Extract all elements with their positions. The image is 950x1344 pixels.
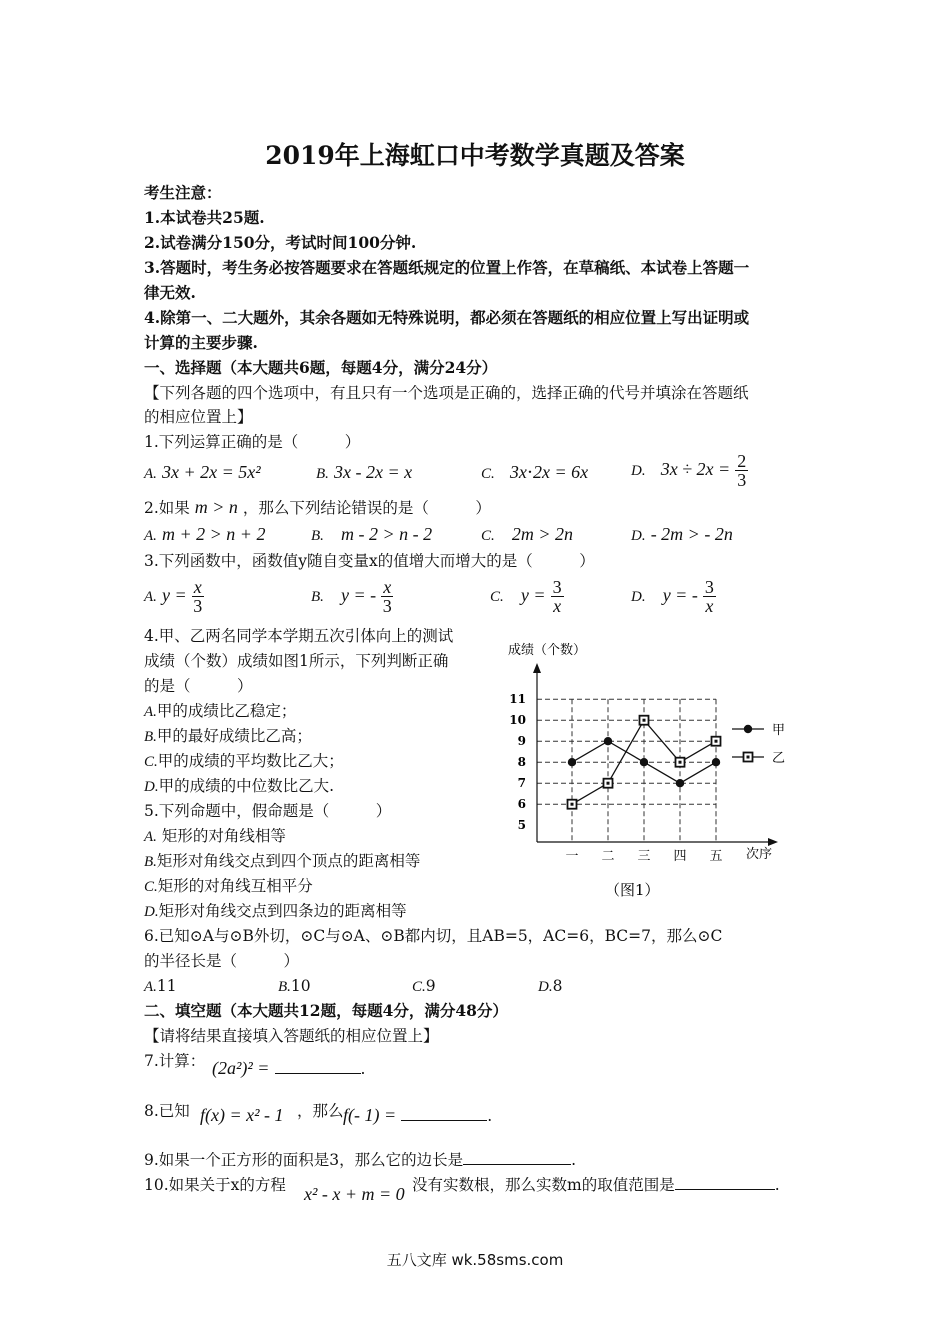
q8-period: . (487, 1107, 493, 1125)
option-label: A. (144, 466, 157, 482)
point-yi-core (643, 719, 646, 722)
q1-b-expr: 3x - 2x = x (334, 462, 413, 482)
chart-ylabel: 成绩（个数） (508, 643, 587, 658)
option-label: B. (316, 466, 329, 482)
q3-b-left: y = - (341, 585, 377, 605)
q4-d-text: 甲的成绩的中位数比乙大. (158, 777, 335, 795)
notice-item-1: 1.本试卷共25题. (144, 208, 265, 227)
option-label: D. (144, 779, 159, 795)
q6-stem-line2: 的半径长是（ ） (144, 952, 300, 970)
q1-d-denominator: 3 (737, 470, 747, 490)
q4-stem-line1: 4.甲、乙两名同学本学期五次引体向上的测试 (144, 627, 454, 645)
q8-prefix: 8.已知 (144, 1102, 190, 1120)
q9-period: . (571, 1151, 577, 1169)
q3-option-b (311, 578, 393, 615)
option-label: D. (631, 463, 646, 479)
q5-stem: 5.下列命题中，假命题是（ ） (144, 802, 392, 820)
point-yi-core (679, 761, 682, 764)
q6-d-text: 8 (552, 977, 563, 995)
q1-d-numerator: 2 (737, 451, 747, 471)
q6-a-text: 11 (156, 977, 177, 995)
q5-option-b (144, 851, 420, 872)
q2-c-expr: 2m > 2n (511, 524, 574, 544)
q6-option-d (538, 976, 562, 997)
option-label: C. (144, 879, 158, 895)
chart-xlabel: 次序 (746, 847, 773, 862)
q5-option-c (144, 876, 313, 897)
legend-label: 乙 (772, 751, 786, 766)
legend-marker-yi-core (747, 756, 750, 759)
q3-b-fraction (381, 578, 393, 615)
q3-b-numerator: x (383, 577, 392, 597)
q7-answer-line (212, 1058, 365, 1079)
q8-condition (200, 1105, 284, 1126)
option-label: B. (144, 729, 157, 745)
q1-option-c (481, 462, 588, 483)
q5-option-d (144, 901, 407, 922)
notice-item-2: 2.试卷满分150分，考试时间100分钟. (144, 233, 417, 252)
q7-blank[interactable] (275, 1059, 361, 1074)
q9-line (144, 1150, 576, 1170)
q9-blank[interactable] (463, 1150, 571, 1165)
legend-label: 甲 (772, 723, 786, 738)
x-axis-arrow (768, 838, 778, 846)
notice-item-3: 3.答题时，考生务必按答题要求在答题纸规定的位置上作答，在草稿纸、本试卷上答题一 (144, 258, 750, 277)
q1-stem: 1.下列运算正确的是（ ） (144, 433, 361, 451)
option-label: A. (144, 704, 157, 720)
q2-option-a (144, 524, 265, 545)
q4-stem-line2: 成绩（个数）成绩如图1所示，下列判断正确 (144, 652, 449, 670)
q5-option-a (144, 826, 286, 847)
q4-a-text: 甲的成绩比乙稳定； (156, 702, 297, 720)
option-label: D. (144, 904, 159, 920)
q3-c-denominator: x (553, 596, 562, 616)
notice-heading: 考生注意： (144, 183, 222, 202)
q8-expr2: f(- 1) = (343, 1105, 397, 1125)
q2-option-c (481, 524, 573, 545)
option-label: A. (144, 829, 157, 845)
point-jia (604, 737, 612, 745)
y-tick-label: 7 (517, 776, 526, 791)
option-label: D. (631, 528, 646, 544)
q2-option-b (311, 524, 432, 545)
q10-blank[interactable] (675, 1175, 775, 1190)
x-tick-label: 五 (709, 849, 723, 864)
y-tick-label: 6 (517, 797, 526, 812)
option-label: A. (144, 979, 157, 995)
x-tick-label: 一 (565, 849, 579, 864)
x-tick-labels (565, 849, 722, 864)
q5-c-text: 矩形的对角线互相平分 (157, 877, 313, 895)
q5-b-text: 矩形对角线交点到四个顶点的距离相等 (156, 852, 421, 870)
q1-option-d (631, 452, 748, 489)
notice-item-4-cont: 计算的主要步骤. (144, 333, 258, 352)
option-label: A. (144, 589, 157, 605)
q3-option-c (490, 578, 564, 615)
q1-option-b (316, 462, 412, 483)
q8-mid: ，那么 (297, 1102, 344, 1120)
q10-prefix: 10.如果关于x的方程 (144, 1176, 286, 1194)
q2-stem-post: ，那么下列结论错误的是（ ） (242, 499, 491, 517)
q6-option-b (278, 976, 311, 997)
point-jia (676, 779, 684, 787)
notice-item-3-cont: 律无效. (144, 283, 196, 302)
q6-option-a (144, 976, 177, 997)
q5-a-text: 矩形的对角线相等 (156, 827, 286, 845)
point-yi-core (607, 782, 610, 785)
q2-condition: m > n (194, 497, 238, 517)
chart-legend (732, 723, 785, 766)
q2-b-expr: m - 2 > n - 2 (341, 524, 433, 544)
q4-c-text: 甲的成绩的平均数比乙大； (157, 752, 344, 770)
option-label: D. (538, 979, 553, 995)
q4-option-a (144, 701, 296, 722)
notice-item-4: 4.除第一、二大题外，其余各题如无特殊说明，都必须在答题纸的相应位置上写出证明或 (144, 308, 750, 327)
q2-stem (144, 497, 491, 518)
point-jia (712, 758, 720, 766)
option-label: B. (311, 589, 324, 605)
q3-d-denominator: x (705, 596, 714, 616)
q5-d-text: 矩形对角线交点到四条边的距离相等 (158, 902, 407, 920)
q9-text: 9.如果一个正方形的面积是3，那么它的边长是 (144, 1151, 464, 1169)
q2-a-expr: m + 2 > n + 2 (162, 524, 266, 544)
point-yi-core (715, 740, 718, 743)
q3-option-d (631, 578, 716, 615)
y-tick-label: 8 (517, 755, 526, 770)
q10-post: 没有实数根，那么实数m的取值范围是 (412, 1176, 675, 1194)
footer-watermark: 五八文库 wk.58sms.com (386, 1251, 564, 1269)
y-axis-arrow (533, 663, 541, 673)
score-chart (490, 630, 800, 910)
y-tick-label: 10 (509, 713, 526, 728)
x-tick-label: 三 (637, 849, 651, 864)
option-label: C. (490, 589, 504, 605)
option-label: D. (631, 589, 646, 605)
x-tick-label: 二 (601, 849, 615, 864)
q8-blank[interactable] (401, 1106, 487, 1121)
q10-period: . (774, 1176, 780, 1194)
q4-option-c (144, 751, 344, 772)
q3-d-left: y = - (662, 585, 698, 605)
chart-caption: （图1） (605, 881, 660, 899)
legend-marker-jia (744, 725, 752, 733)
q1-c-expr: 3x⋅2x = 6x (509, 462, 589, 482)
q3-c-left: y = (520, 585, 546, 605)
option-label: C. (144, 754, 158, 770)
section2-instruction: 【请将结果直接填入答题纸的相应位置上】 (144, 1027, 439, 1045)
q4-stem-line3: 的是（ ） (144, 677, 253, 695)
q3-option-a (144, 578, 204, 615)
q1-option-a (144, 462, 261, 483)
q6-option-c (412, 976, 436, 997)
q4-option-d (144, 776, 334, 797)
q6-stem-line1: 6.已知⊙A与⊙B外切，⊙C与⊙A、⊙B都内切，且AB=5，AC=6，BC=7，那么⊙C (144, 927, 723, 945)
q1-a-expr: 3x + 2x = 5x² (162, 462, 261, 482)
section2-heading: 二、填空题（本大题共12题，每题4分，满分48分） (144, 1001, 508, 1020)
point-jia (568, 758, 576, 766)
q4-b-text: 甲的最好成绩比乙高； (156, 727, 312, 745)
q3-a-numerator: x (193, 577, 202, 597)
q7-period: . (360, 1060, 366, 1078)
option-label: C. (412, 979, 426, 995)
q6-c-text: 9 (425, 977, 436, 995)
q1-d-fraction (735, 452, 748, 489)
y-tick-label: 5 (517, 818, 526, 833)
point-jia (640, 758, 648, 766)
y-tick-label: 11 (509, 692, 526, 707)
q10-line (412, 1175, 780, 1195)
q3-a-left: y = (162, 585, 187, 605)
q2-d-expr: - 2m > - 2n (650, 524, 733, 544)
q6-b-text: 10 (290, 977, 311, 995)
q2-option-d (631, 524, 733, 545)
q4-option-b (144, 726, 312, 747)
q3-d-numerator: 3 (704, 577, 714, 597)
q8-answer-line (343, 1105, 492, 1126)
q10-expr: x² - x + m = 0 (304, 1184, 405, 1204)
q3-b-denominator: 3 (382, 596, 392, 616)
option-label: C. (481, 466, 495, 482)
q7-prefix: 7.计算： (144, 1052, 206, 1070)
chart-grid (537, 699, 716, 842)
page-title: 2019年上海虹口中考数学真题及答案 (265, 141, 685, 170)
section1-instruction: 【下列各题的四个选项中，有且只有一个选项是正确的，选择正确的代号并填涂在答题纸 (144, 384, 749, 402)
option-label: B. (278, 979, 291, 995)
q3-d-fraction (703, 578, 716, 615)
y-tick-labels (509, 692, 526, 832)
section1-instruction-cont: 的相应位置上】 (144, 408, 253, 426)
section1-heading: 一、选择题（本大题共6题，每题4分，满分24分） (144, 358, 498, 377)
y-tick-label: 9 (517, 734, 526, 749)
q3-a-denominator: 3 (193, 596, 203, 616)
x-tick-label: 四 (673, 849, 687, 864)
q2-stem-pre: 2.如果 (144, 499, 190, 517)
q7-expr: (2a²)² = (212, 1058, 270, 1078)
q3-stem: 3.下列函数中，函数值y随自变量x的值增大而增大的是（ ） (144, 552, 595, 570)
q8-expr: f(x) = x² - 1 (200, 1105, 284, 1125)
q1-d-expr: 3x ÷ 2x = (660, 459, 731, 479)
option-label: A. (144, 528, 157, 544)
q3-c-numerator: 3 (552, 577, 562, 597)
point-yi-core (571, 803, 574, 806)
q3-a-fraction (192, 578, 204, 615)
option-label: B. (311, 528, 324, 544)
option-label: C. (481, 528, 495, 544)
q10-equation (304, 1184, 405, 1205)
option-label: B. (144, 854, 157, 870)
q3-c-fraction (551, 578, 564, 615)
